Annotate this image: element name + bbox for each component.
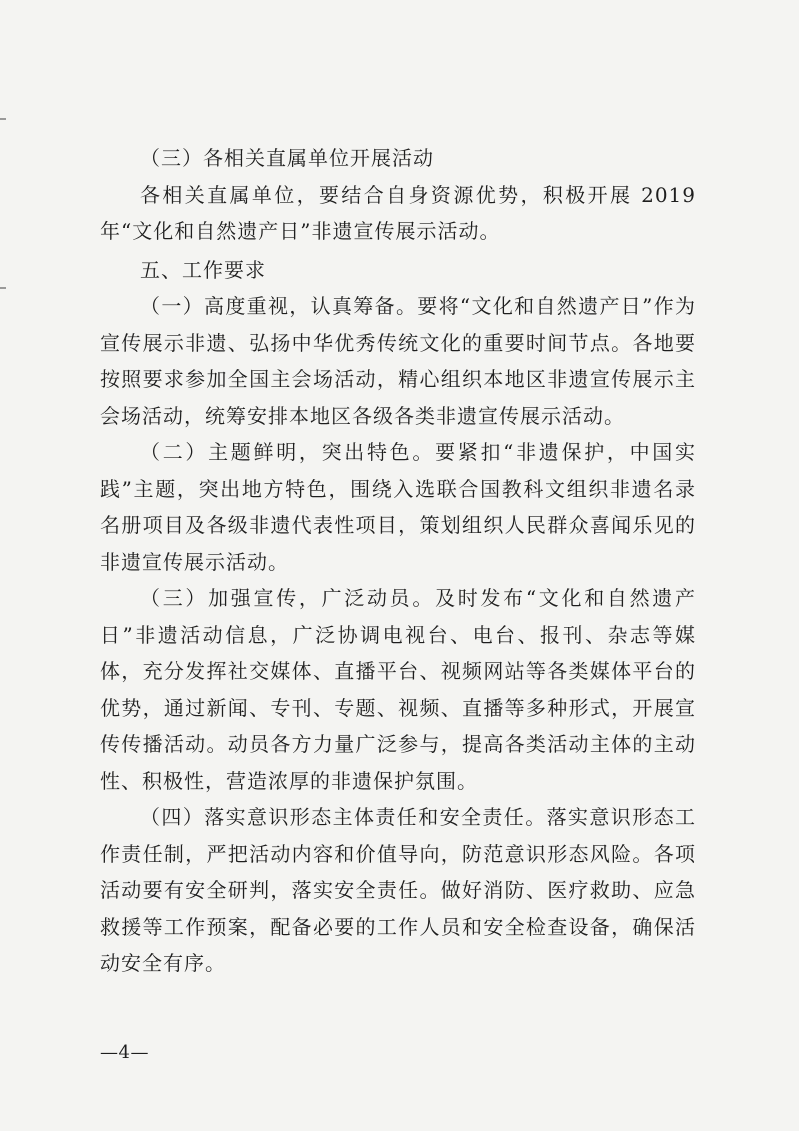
requirement-item-4: （四）落实意识形态主体责任和安全责任。落实意识形态工作责任制，严把活动内容和价值导向，防范意识形态风险。各项活动要有安全研判，落实安全责任。做好消防、医疗救助、应急救援等工作预案，配备必要的工作人员和安全检查设备，确保活动安全有序。 (100, 805, 696, 975)
requirement-item-3: （三）加强宣传，广泛动员。及时发布“文化和自然遗产日”非遗活动信息，广泛协调电视台、电台、报刊、杂志等媒体，充分发挥社交媒体、直播平台、视频网站等各类媒体平台的优势，通过新闻、专刊、专题、视频、直播等多种形式，开展宣传传播活动。动员各方力量广泛参与，提高各类活动主体的主动性、积极性，营造浓厚的非遗保护氛围。 (100, 586, 696, 793)
margin-mark (0, 287, 6, 289)
margin-mark (0, 118, 6, 120)
section3-heading: （三）各相关直属单位开展活动 (140, 146, 434, 170)
document-body (100, 140, 696, 982)
requirement-item-1: （一）高度重视，认真筹备。要将“文化和自然遗产日”作为宣传展示非遗、弘扬中华优秀传统文化的重要时间节点。各地要按照要求参加全国主会场活动，精心组织本地区非遗宣传展示主会场活动，统筹安排本地区各级各类非遗宣传展示活动。 (100, 294, 696, 428)
requirement-item-2: （二）主题鲜明，突出特色。要紧扣“非遗保护，中国实践”主题，突出地方特色，围绕入选联合国教科文组织非遗名录名册项目及各级非遗代表性项目，策划组织人民群众喜闻乐见的非遗宣传展示活动。 (100, 440, 696, 574)
section5-heading: 五、工作要求 (140, 257, 266, 282)
page-number: —4— (100, 1042, 149, 1063)
section3-paragraph: 各相关直属单位，要结合自身资源优势，积极开展 2019 年“文化和自然遗产日”非遗宣传展示活动。 (100, 182, 696, 243)
